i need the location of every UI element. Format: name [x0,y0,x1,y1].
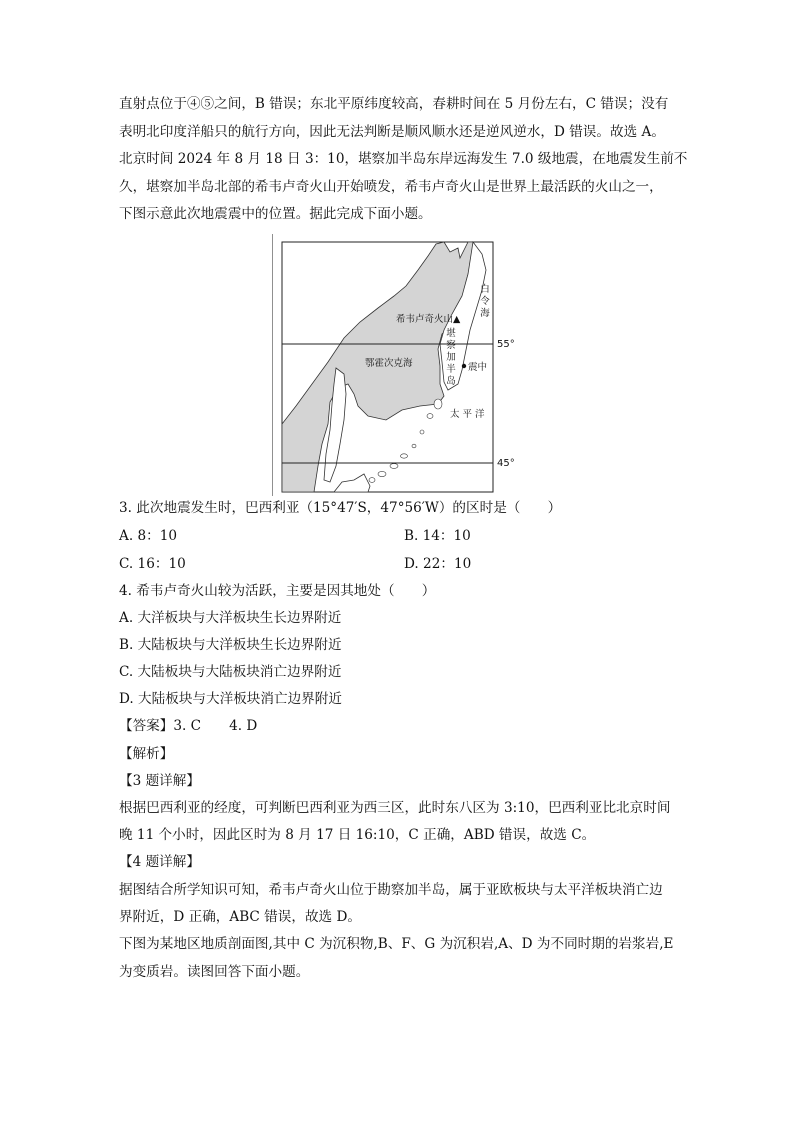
peninsula-label [446,327,456,387]
svg-text:半: 半 [446,364,456,375]
question-4-stem: 4. 希韦卢奇火山较为活跃，主要是因其地处（ ） [119,583,436,599]
okhotsk-sea-label: 鄂霍次克海 [365,358,413,369]
question-3-option-b: B. 14：10 [404,528,471,544]
text-line: 久，堪察加半岛北部的希韦卢奇火山开始喷发，希韦卢奇火山是世界上最活跃的火山之一， [119,179,663,195]
svg-text:令: 令 [480,296,490,307]
analysis-3-text: 根据巴西利亚的经度，可判断巴西利亚为西三区，此时东八区为 3:10，巴西利亚比北京时间 [119,800,671,816]
text-line: 下图示意此次地震震中的位置。据此完成下面小题。 [119,206,432,222]
question-4-option-d: D. 大陆板块与大洋板块消亡边界附近 [119,691,342,707]
svg-text:察: 察 [446,340,456,351]
bering-sea-label [480,283,490,319]
pacific-ocean-label: 太 平 洋 [450,409,485,420]
question-4-option-c: C. 大陆板块与大陆板块消亡边界附近 [119,664,342,680]
answer-4: 4. D [229,718,258,734]
next-question-intro: 为变质岩。读图回答下面小题。 [119,964,310,980]
analysis-heading: 【解析】 [119,746,174,762]
answer-label: 【答案】 [119,718,174,734]
analysis-4-text: 界附近，D 正确，ABC 错误，故选 D。 [119,909,361,925]
question-3-option-a: A. 8：10 [119,528,177,544]
svg-text:海: 海 [480,308,490,319]
text-line: 表明北印度洋船只的航行方向，因此无法判断是顺风顺水还是逆风逆水，D 错误。故选 A。 [119,124,665,140]
text-line: 直射点位于④⑤之间，B 错误；东北平原纬度较高，春耕时间在 5 月份左右，C 错误；没有 [119,96,669,112]
kamchatka-earthquake-map [272,234,532,496]
analysis-4-heading: 【4 题详解】 [119,854,200,870]
question-3-option-c: C. 16：10 [119,556,186,572]
analysis-4-text: 据图结合所学知识可知，希韦卢奇火山位于勘察加半岛，属于亚欧板块与太平洋板块消亡边 [119,882,663,898]
analysis-3-text: 晚 11 个小时，因此区时为 8 月 17 日 16:10，C 正确，ABD 错误，故选 C。 [119,827,596,843]
epicenter-label: 震中 [468,362,488,373]
answer-3: 3. C [173,718,202,734]
question-3-stem: 3. 此次地震发生时，巴西利亚（15°47′S，47°56′W）的区时是（ ） [119,500,562,516]
analysis-3-heading: 【3 题详解】 [119,773,200,789]
question-4-option-a: A. 大洋板块与大洋板块生长边界附近 [119,610,342,626]
question-3-option-d: D. 22：10 [404,556,472,572]
epicenter-dot [462,364,466,368]
svg-text:加: 加 [446,352,456,363]
volcano-label: 希韦卢奇火山▲ [396,314,461,325]
next-question-intro: 下图为某地区地质剖面图,其中 C 为沉积物,B、F、G 为沉积岩,A、D 为不同时期的岩浆岩,E [119,936,674,952]
svg-text:堪: 堪 [446,328,456,339]
answer-line [119,717,257,735]
text-line: 北京时间 2024 年 8 月 18 日 3：10，堪察加半岛东岸远海发生 7.0 级地震，在地震发生前不 [119,151,688,167]
latitude-55-label: 55° [497,339,515,350]
latitude-45-label: 45° [497,458,515,469]
question-4-option-b: B. 大陆板块与大洋板块生长边界附近 [119,637,342,653]
svg-text:岛: 岛 [446,376,456,387]
svg-text:白: 白 [480,284,490,295]
